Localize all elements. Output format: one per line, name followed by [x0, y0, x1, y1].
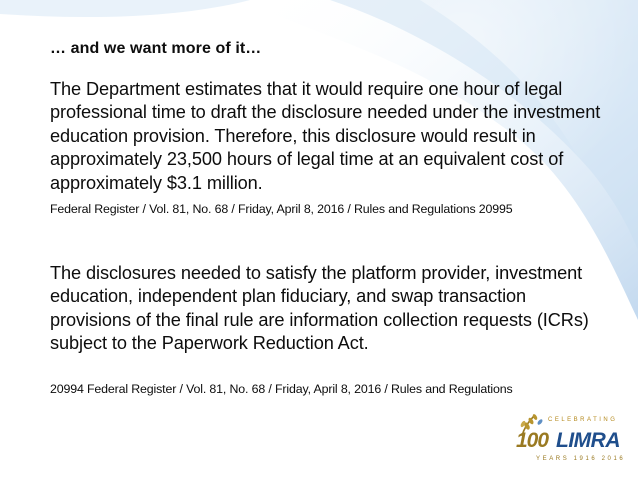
citation-1: Federal Register / Vol. 81, No. 68 / Friday, April 8, 2016 / Rules and Regulations 20995 [50, 202, 513, 216]
logo-celebrating: CELEBRATING [548, 417, 618, 423]
paragraph-icr-disclosures: The disclosures needed to satisfy the platform provider, investment education, independent plan fiduciary, and swap transaction provisions of the final rule are information collection requests (ICRs) subject to the Paperwork Reduction Act. [50, 263, 589, 354]
slide-heading: … and we want more of it… [50, 40, 262, 57]
citation-2: 20994 Federal Register / Vol. 81, No. 68 / Friday, April 8, 2016 / Rules and Regulations [50, 382, 513, 396]
logo-100: 100 [516, 429, 549, 452]
paragraph-cost-estimate: The Department estimates that it would require one hour of legal professional time to draft the disclosure needed under the investment education provision. Therefore, this disclosure would result in approximately 23,500 hours of legal time at an equivalent cost of approximately $3.1 million. [50, 79, 601, 193]
logo-limra: LIMRA [556, 429, 620, 452]
logo-years: YEARS 1916 2016 [536, 456, 626, 462]
limra-centennial-logo [516, 412, 626, 468]
